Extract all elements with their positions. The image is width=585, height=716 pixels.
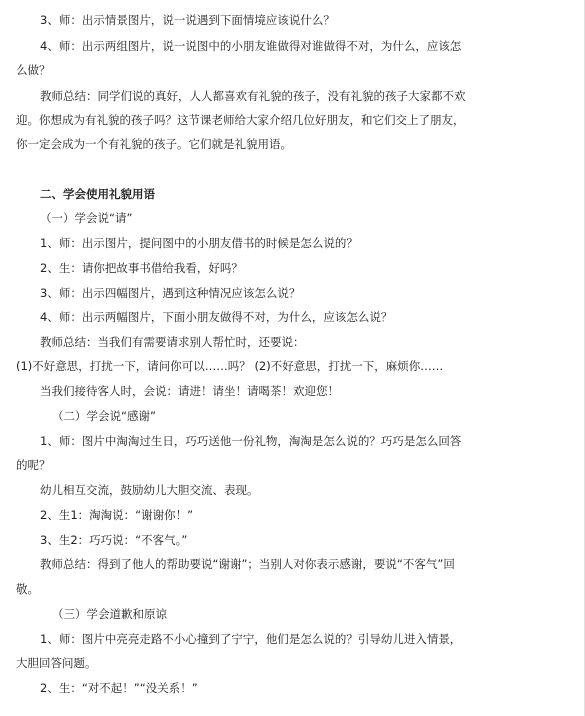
text-line: 1、师：出示图片，提问图中的小朋友借书的时候是怎么说的？: [40, 236, 358, 250]
text-line: 当我们接待客人时，会说：请进！请坐！请喝茶！欢迎您！: [40, 384, 339, 398]
text-line: 教师总结：当我们有需要请求别人帮忙时，还要说：: [40, 335, 305, 349]
text-line: 么做？: [16, 63, 51, 77]
subsection-heading: （一）学会说“请”: [40, 211, 133, 225]
text-line: 迎。你想成为有礼貌的孩子吗？这节课老师给大家介绍几位好朋友，和它们交上了朋友，: [16, 113, 465, 127]
text-line: (1)不好意思，打扰一下，请问你可以……吗？ (2)不好意思，打扰一下，麻烦你……: [16, 359, 444, 373]
text-line: 2、生1：淘淘说：“谢谢你！”: [40, 508, 194, 522]
text-line: 幼儿相互交流，鼓励幼儿大胆交流、表现。: [40, 483, 259, 497]
text-line: 敬。: [16, 582, 39, 596]
text-line: 教师总结：得到了他人的帮助要说“谢谢”；当别人对你表示感谢，要说“不客气”回: [40, 557, 455, 571]
text-line: 3、生2：巧巧说：“不客气。”: [40, 533, 188, 547]
text-line: 教师总结：同学们说的真好，人人都喜欢有礼貌的孩子，没有礼貌的孩子大家都不欢: [40, 89, 466, 103]
text-line: 3、师：出示四幅图片，遇到这种情况应该怎么说？: [40, 286, 301, 300]
section-heading: 二、学会使用礼貌用语: [40, 187, 155, 201]
text-line: 的呢？: [16, 458, 51, 472]
text-line: 大胆回答问题。: [16, 656, 97, 670]
subsection-heading: （二）学会说“感谢”: [52, 409, 156, 423]
text-line: 4、师：出示两幅图片，下面小朋友做得不对，为什么，应该怎么说？: [40, 310, 393, 324]
text-line: 1、师：图片中亮亮走路不小心撞到了宁宁，他们是怎么说的？引导幼儿进入情景，: [40, 632, 462, 646]
text-line: 1、师：图片中淘淘过生日，巧巧送他一份礼物，淘淘是怎么说的？巧巧是怎么回答: [40, 434, 462, 448]
text-line: 3、师：出示情景图片，说一说遇到下面情境应该说什么？: [40, 13, 335, 27]
subsection-heading: （三）学会道歉和原谅: [52, 607, 167, 621]
text-line: 2、生：请你把故事书借给我看，好吗？: [40, 261, 243, 275]
text-line: 2、生：“对不起！”“没关系！”: [40, 681, 198, 695]
text-line: 你一定会成为一个有礼貌的孩子。它们就是礼貌用语。: [16, 137, 292, 151]
text-line: 4、师：出示两组图片，说一说图中的小朋友谁做得对谁做得不对，为什么，应该怎: [40, 39, 462, 53]
